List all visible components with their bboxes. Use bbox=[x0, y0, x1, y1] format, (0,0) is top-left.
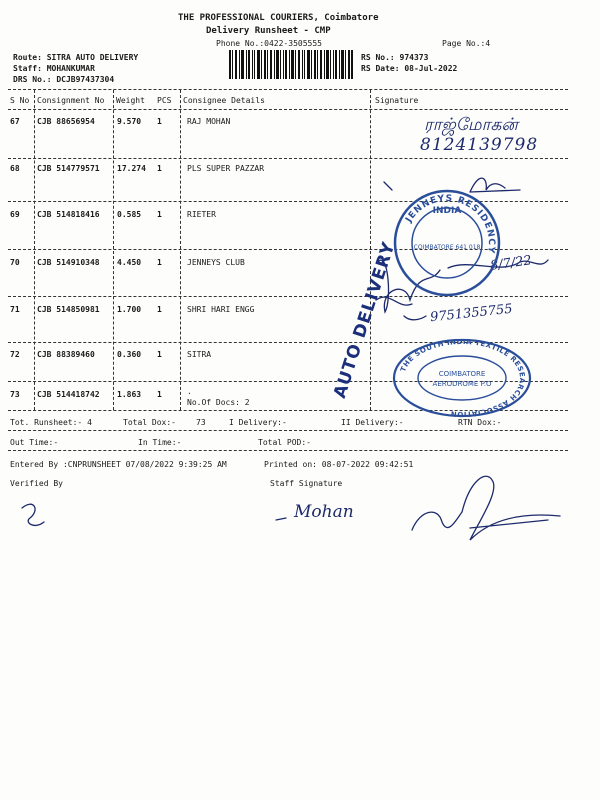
row-sno: 69 bbox=[10, 210, 20, 219]
col-header-pcs: PCS bbox=[157, 96, 172, 105]
drs-number: DRS No.: DCJB97437304 bbox=[13, 75, 115, 84]
row-weight: 4.450 bbox=[117, 258, 142, 267]
row-consignment: CJB 514418742 bbox=[37, 390, 100, 399]
row-consignment: CJB 88656954 bbox=[37, 117, 95, 126]
in-time: In Time:- bbox=[138, 438, 182, 447]
row-pcs: 1 bbox=[157, 164, 162, 173]
out-time: Out Time:- bbox=[10, 438, 59, 447]
row-sno: 71 bbox=[10, 305, 20, 314]
col-header-sno: S No bbox=[10, 96, 30, 105]
verified-by-mark bbox=[22, 504, 44, 525]
staff-handwritten-signature: Mohan bbox=[294, 502, 354, 522]
ii-delivery: II Delivery:- bbox=[341, 418, 404, 427]
staff-sig-flourish bbox=[412, 476, 560, 540]
printed-on: Printed on: 08-07-2022 09:42:51 bbox=[264, 460, 414, 469]
total-dox-label: Total Dox:- bbox=[123, 418, 176, 427]
rs-date: RS Date: 08-Jul-2022 bbox=[361, 64, 458, 73]
stamp-center-text: COIMBATORE 641 018 bbox=[413, 244, 481, 251]
row-weight: 17.274 bbox=[117, 164, 146, 173]
jenneys-residency-stamp bbox=[391, 187, 503, 299]
tot-runsheet: Tot. Runsheet:- 4 bbox=[10, 418, 92, 427]
handwritten-phone-67: 8124139798 bbox=[420, 135, 539, 155]
row-consignee: RAJ MOHAN bbox=[187, 117, 231, 126]
total-dox-value: 73 bbox=[196, 418, 206, 427]
stamp-top-text: INDIA bbox=[432, 206, 462, 216]
row-pcs: 1 bbox=[157, 305, 162, 314]
rtn-dox: RTN Dox:- bbox=[458, 418, 502, 427]
no-of-docs: No.Of Docs: 2 bbox=[187, 398, 250, 407]
row-consignment: CJB 514818416 bbox=[37, 210, 100, 219]
row-consignee: RIETER bbox=[187, 210, 216, 219]
sitra-stamp bbox=[392, 338, 532, 418]
row-consignment: CJB 514850981 bbox=[37, 305, 100, 314]
sitra-center-line1: COIMBATORE bbox=[438, 370, 486, 378]
phone-number: Phone No.:0422-3505555 bbox=[216, 39, 322, 48]
col-header-signature: Signature bbox=[375, 96, 419, 105]
row-weight: 0.585 bbox=[117, 210, 142, 219]
row-consignment: CJB 514779571 bbox=[37, 164, 100, 173]
row-consignment: CJB 514910348 bbox=[37, 258, 100, 267]
staff-sig-under bbox=[276, 518, 286, 520]
row-sno: 73 bbox=[10, 390, 20, 399]
company-name: THE PROFESSIONAL COURIERS, Coimbatore bbox=[178, 13, 379, 23]
row-pcs: 1 bbox=[157, 210, 162, 219]
auto-delivery-stamp: AUTO DELIVERY bbox=[329, 239, 400, 401]
page-number: Page No.:4 bbox=[442, 39, 491, 48]
rs-number: RS No.: 974373 bbox=[361, 53, 429, 62]
runsheet-title: Delivery Runsheet - CMP bbox=[206, 26, 331, 36]
row-pcs: 1 bbox=[157, 117, 162, 126]
row-consignment: CJB 88389460 bbox=[37, 350, 95, 359]
row-sno: 68 bbox=[10, 164, 20, 173]
row-sno: 72 bbox=[10, 350, 20, 359]
staff-signature-label: Staff Signature bbox=[270, 479, 343, 488]
total-pod: Total POD:- bbox=[258, 438, 311, 447]
route: Route: SITRA AUTO DELIVERY bbox=[13, 53, 139, 62]
row-pcs: 1 bbox=[157, 258, 162, 267]
row-sno: 67 bbox=[10, 117, 20, 126]
sitra-ring-text: THE SOUTH INDIA TEXTILE RESEARCH ASSOCIATION bbox=[399, 338, 527, 418]
stamp-ring-text: JENNEYS RESIDENCY bbox=[404, 193, 497, 255]
staff: Staff: MOHANKUMAR bbox=[13, 64, 95, 73]
row-consignee: SITRA bbox=[187, 350, 212, 359]
entered-by: Entered By :CNPRUNSHEET 07/08/2022 9:39:25 AM bbox=[10, 460, 227, 469]
col-header-weight: Weight bbox=[116, 96, 145, 105]
row-weight: 9.570 bbox=[117, 117, 142, 126]
row-consignee: . bbox=[187, 387, 192, 396]
scribble-row71 bbox=[376, 297, 426, 320]
row-consignee: PLS SUPER PAZZAR bbox=[187, 164, 265, 173]
row-sno: 70 bbox=[10, 258, 20, 267]
col-header-consignee: Consignee Details bbox=[183, 96, 265, 105]
i-delivery: I Delivery:- bbox=[229, 418, 287, 427]
row-weight: 0.360 bbox=[117, 350, 142, 359]
row-consignee: SHRI HARI ENGG bbox=[187, 305, 255, 314]
col-header-consignment: Consignment No bbox=[37, 96, 105, 105]
handwritten-date: 8/7/22 bbox=[489, 253, 533, 274]
row-weight: 1.863 bbox=[117, 390, 142, 399]
row-pcs: 1 bbox=[157, 390, 162, 399]
row-pcs: 1 bbox=[157, 350, 162, 359]
handwritten-signature-67: ராஜ்மோகன் bbox=[424, 115, 518, 135]
sitra-center-line2: AERODROME P.O bbox=[432, 380, 492, 388]
row-weight: 1.700 bbox=[117, 305, 142, 314]
verified-by: Verified By bbox=[10, 479, 63, 488]
handwritten-phone-71: 9751355755 bbox=[429, 301, 514, 326]
row-consignee: JENNEYS CLUB bbox=[187, 258, 245, 267]
